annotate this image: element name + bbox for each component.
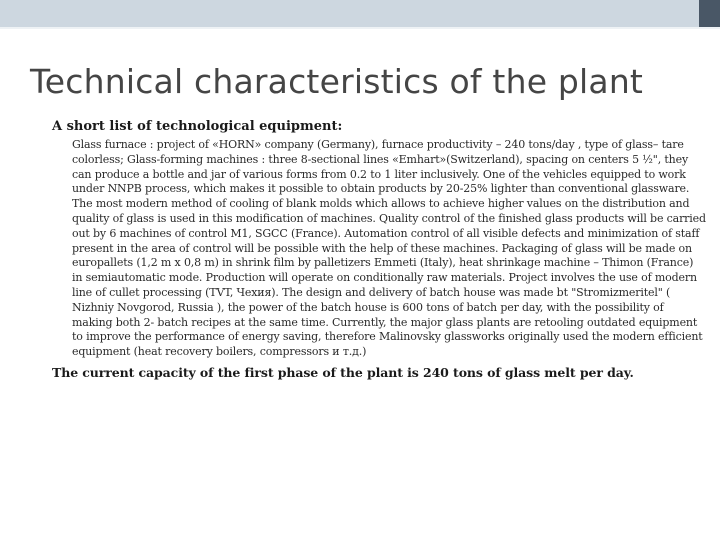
equipment-subheading: A short list of technological equipment: <box>52 119 343 134</box>
slide-title: Technical characteristics of the plant <box>30 62 644 101</box>
slide-body <box>52 118 706 382</box>
top-bar-light-segment <box>0 0 699 27</box>
top-decorative-bar <box>0 0 720 29</box>
equipment-description: Glass furnace : project of «HORN» company (Germany), furnace productivity – 240 tons/day , type of glass– tare colorless; Glass-forming machines : three 8-sectional lines «Emhart»(Switzerland), spacing on centers 5 ½", they can produce a bottle and jar of various forms from 0.2 to 1 liter inclusively. One of the vehicles equipped to work under NNPB process, which makes it possible to obtain products by 20-25% lighter than conventional glassware. The most modern method of cooling of blank molds which allows to achieve higher values on the distribution and quality of glass is used in this modification of machines. Quality control of the finished glass products will be carried out by 6 machines of control M1, SGCC (France). Automation control of all visible defects and minimization of staff present in the area of control will be possible with the help of these machines. Packaging of glass will be made on europallets (1,2 m x 0,8 m) in shrink film by palletizers Emmeti (Italy), heat shrinkage machine – Thimon (France) in semiautomatic mode. Production will operate on conditionally raw materials. Project involves the use of modern line of cullet processing (TVT, Чехия). The design and delivery of batch house was made bt "Stromizmeritel" ( Nizhniy Novgorod, Russia ), the power of the batch house is 600 tons of batch per day, with the possibility of making both 2- batch recipes at the same time. Currently, the major glass plants are retooling outdated equipment to improve the performance of energy saving, therefore Malinovsky glassworks originally used the modern efficient equipment (heat recovery boilers, compressors и т.д.) <box>72 138 706 359</box>
top-divider <box>0 27 720 29</box>
capacity-conclusion: The current capacity of the first phase of the plant is 240 tons of glass melt per day. <box>52 364 634 380</box>
top-bar-dark-segment <box>699 0 720 27</box>
